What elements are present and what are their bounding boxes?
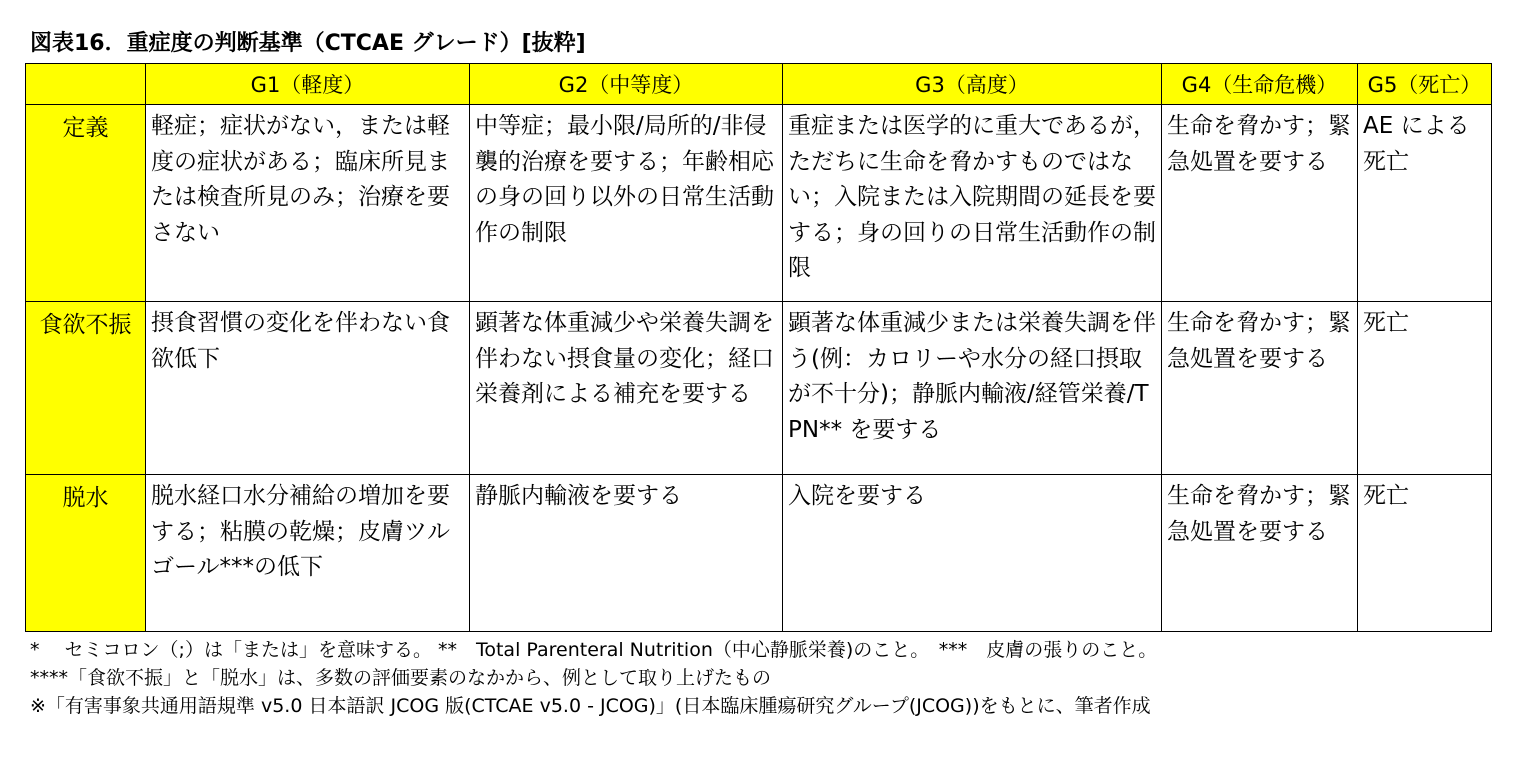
cell-definition-g3: 重症または医学的に重大であるが，ただちに生命を脅かすものではない；入院または入院期間の延長を要する；身の回りの日常生活動作の制限 (783, 105, 1162, 302)
cell-definition-g2: 中等症；最小限/局所的/非侵襲的治療を要する；年齢相応の身の回り以外の日常生活動作の制限 (470, 105, 783, 302)
cell-definition-g5: AE による死亡 (1358, 105, 1492, 302)
header-corner-cell (26, 64, 146, 105)
table-row-anorexia (26, 302, 1492, 475)
cell-anorexia-g1: 摂食習慣の変化を伴わない食欲低下 (146, 302, 470, 475)
cell-anorexia-g5: 死亡 (1358, 302, 1492, 475)
table-row-dehydration (26, 475, 1492, 632)
cell-dehydration-g2: 静脈内輸液を要する (470, 475, 783, 632)
cell-anorexia-g3: 顕著な体重減少または栄養失調を伴う(例：カロリーや水分の経口摂取が不十分)；静脈内輸液/経管栄養/TPN** を要する (783, 302, 1162, 475)
cell-dehydration-g5: 死亡 (1358, 475, 1492, 632)
cell-definition-g4: 生命を脅かす；緊急処置を要する (1162, 105, 1358, 302)
row-label-anorexia: 食欲不振 (26, 302, 146, 475)
header-g1: G1（軽度） (146, 64, 470, 105)
header-g5: G5（死亡） (1358, 64, 1492, 105)
row-label-dehydration: 脱水 (26, 475, 146, 632)
table-row-definition (26, 105, 1492, 302)
footnote-abbreviations: * セミコロン（;）は「または」を意味する。 ** Total Parenteral Nutrition（中心静脈栄養)のこと。 *** 皮膚の張りのこと。 (30, 639, 1158, 661)
row-label-definition: 定義 (26, 105, 146, 302)
header-g4: G4（生命危機） (1162, 64, 1358, 105)
cell-dehydration-g4: 生命を脅かす；緊急処置を要する (1162, 475, 1358, 632)
cell-definition-g1: 軽症；症状がない，または軽度の症状がある；臨床所見または検査所見のみ；治療を要さない (146, 105, 470, 302)
ctcae-grade-table (25, 63, 1492, 632)
cell-dehydration-g1: 脱水経口水分補給の増加を要する；粘膜の乾燥；皮膚ツルゴール***の低下 (146, 475, 470, 632)
figure-title: 図表16．重症度の判断基準（CTCAE グレード）[抜粋] (30, 31, 586, 56)
header-g3: G3（高度） (783, 64, 1162, 105)
table-header-row (26, 64, 1492, 105)
footnotes (30, 636, 1157, 720)
cell-anorexia-g2: 顕著な体重減少や栄養失調を伴わない摂食量の変化；経口栄養剤による補充を要する (470, 302, 783, 475)
footnote-examples: ****「食欲不振」と「脱水」は、多数の評価要素のなかから、例として取り上げたもの (30, 667, 772, 689)
header-g2: G2（中等度） (470, 64, 783, 105)
footnote-source: ※「有害事象共通用語規準 v5.0 日本語訳 JCOG 版(CTCAE v5.0 - JCOG)」(日本臨床腫瘍研究グループ(JCOG))をもとに、筆者作成 (30, 695, 1151, 717)
cell-anorexia-g4: 生命を脅かす；緊急処置を要する (1162, 302, 1358, 475)
cell-dehydration-g3: 入院を要する (783, 475, 1162, 632)
